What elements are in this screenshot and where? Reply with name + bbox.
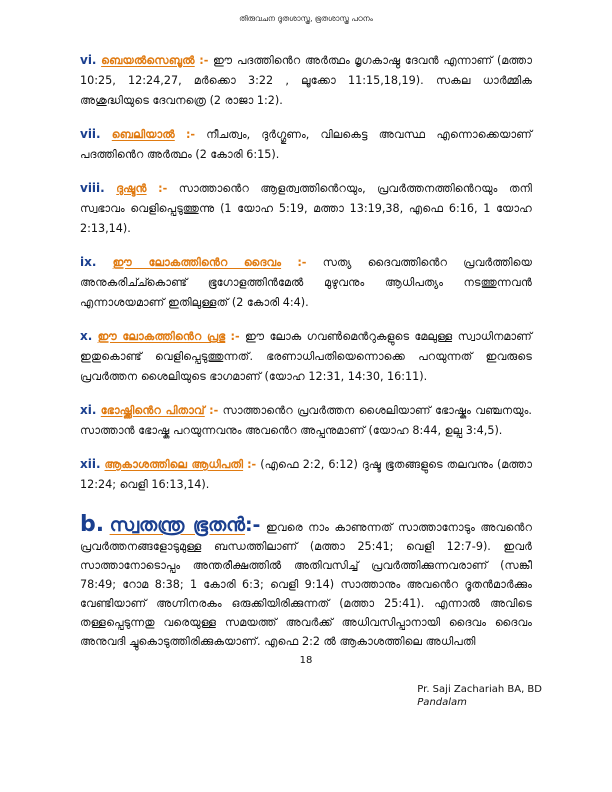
entry-number: viii. (80, 181, 105, 195)
author-name: Pr. Saji Zachariah BA, BD (417, 684, 542, 695)
entry-term: ബെയൽസെബൂൽ (101, 54, 195, 67)
author-footer (417, 683, 542, 709)
entry-text: സാത്താൻെറ ആളത്വത്തിൻെറയും, പ്രവർത്തനത്തിൻെറയും തനി സ്വഭാവം വെളിപ്പെടുത്തുന്നു (1 യോഹ 5:19, മത്താ 13:19,38, എഫെ 6:16, 1 യോഹ 2:13,14). (80, 182, 532, 235)
entry-number: ix. (80, 255, 97, 269)
page-body (80, 50, 532, 662)
entry-number: xii. (80, 457, 101, 471)
entry-vi (80, 50, 532, 111)
entry-number: x. (80, 329, 93, 343)
entry-number: xi. (80, 403, 97, 417)
running-header: തിരുവചന ദൂതശാസ്ത്ര, ഭൂതശാസ്ത്ര പഠനം (239, 14, 373, 23)
entry-vii (80, 124, 532, 165)
entry-term: ബെലിയാൽ (111, 128, 175, 141)
entry-text: (എഫെ 2:2, 6:12) ദുഷ്ട ഭൂതങ്ങളുടെ തലവനും (മത്താ 12:24; വെളി 16:13,14). (80, 458, 532, 491)
entry-text: നീചത്വം, ദുർഗ്ഗുണം, വിലകെട്ട അവസ്ഥ എന്നൊക്കെയാണ് പദത്തിൻെറ അർത്ഥം (2 കോരി 6:15). (80, 128, 532, 161)
section-b (80, 512, 532, 651)
entry-separator: :- (158, 182, 168, 195)
entry-number: vii. (80, 127, 101, 141)
entry-separator: :- (199, 54, 209, 67)
entry-xi (80, 400, 532, 441)
entry-term: ദുഷ്ടൻ (116, 182, 147, 195)
entry-term: ഭോഷ്ക്കിൻെറ പിതാവ് (100, 404, 205, 417)
entry-separator: :- (185, 128, 196, 141)
entry-separator: :- (247, 458, 257, 471)
entry-text: സാത്താൻെറ പ്രവർത്തന ശൈലിയാണ് ഭോഷ്കും വഞ്ചനയും. സാത്താൻ ഭോഷ്കു പറയുന്നവനും അവൻെറ അപ്പനുമാണ് (യോഹ 8:44, ഉല്പ 3:4,5). (80, 404, 532, 437)
page-number: 18 (299, 655, 313, 666)
entry-text: സത്യ ദൈവത്തിൻെറ പ്രവർത്തിയെ അനുകരിച്ച്കൊണ്ട് ഭൂഗോളത്തിൻമേൽ മുഴുവനും ആധിപത്യം നടത്തുന്നവൻ എന്നാശയമാണ് ഇതിലുള്ളത് (2 കോരി 4:4). (80, 256, 533, 309)
section-letter: b. (80, 512, 105, 537)
entry-xii (80, 454, 532, 495)
section-text: ഇവരെ നാം കാണുന്നത് സാത്താനോടും അവൻെറ പ്രവർത്തനങ്ങളോടുമുള്ള ബന്ധത്തിലാണ് (മത്താ 25:41; വെളി 12:7-9). ഇവർ സാത്താനോടൊപ്പം അന്തരീക്ഷത്തിൽ അതിവസിച്ച് പ്രവർത്തിക്കുന്നവരാണ് (സങ്കീ 78:49; റോമ 8:38; 1 കോരി 6:3; വെളി 9:14) സാത്താനും അവൻെറ ദൂതൻമാർക്കും വേണ്ടിയാണ് അഗ്നിനരകം ഒരുക്കിയിരിക്കുന്നത് (മത്താ 25:41). എന്നാൽ അവിടെ തള്ളപ്പെടുന്നതു വരെയുള്ള സമയത്ത് അവർക്ക് അധിവസിപ്പാനായി ദൈവം ദൈവം അനുവദി ച്ചുകൊടുത്തിരിക്കുകയാണ്. എഫെ 2:2 ൽ ആകാശത്തിലെ അധിപതി (80, 521, 532, 648)
entry-number: vi. (80, 53, 97, 67)
entry-term: ഈ ലോകത്തിൻെറ ദൈവം (112, 256, 282, 269)
entry-ix (80, 252, 532, 313)
section-separator: :- (244, 514, 261, 536)
entry-separator: :- (230, 330, 240, 343)
entry-term: ആകാശത്തിലെ ആധിപതി (104, 458, 244, 471)
entry-separator: :- (297, 256, 307, 269)
entry-text: ഈ ലോക ഗവൺമെൻറുകളുടെ മേലുള്ള സ്വാധിനമാണ് ഇതുകൊണ്ട് വെളിപ്പെടുത്തുന്നത്. ഭരണാധിപതിയെന്നൊക്കെ പറയുന്നത് ഇവരുടെ പ്രവർത്തന ശൈലിയുടെ ഭാഗമാണ് (യോഹ 12:31, 14:30, 16:11). (80, 330, 533, 383)
entry-separator: :- (209, 404, 219, 417)
entry-text: ഈ പദത്തിൻെറ അർത്ഥം മൃഗകാഷ്ഠ ദേവൻ എന്നാണ് (മത്താ 10:25, 12:24,27, മർക്കൊ 3:22 , ലൂക്കോ 11:15,18,19). സകല ധാർമ്മിക അശുദ്ധിയുടെ ദേവനത്രെ (2 രാജാ 1:2). (80, 54, 532, 107)
section-heading: സ്വതന്ത്ര ഭൂതൻ (109, 514, 245, 536)
entry-viii (80, 178, 532, 239)
entry-x (80, 326, 532, 387)
author-place: Pandalam (417, 697, 467, 708)
entry-term: ഈ ലോകത്തിൻെറ പ്രഭു (97, 330, 226, 343)
